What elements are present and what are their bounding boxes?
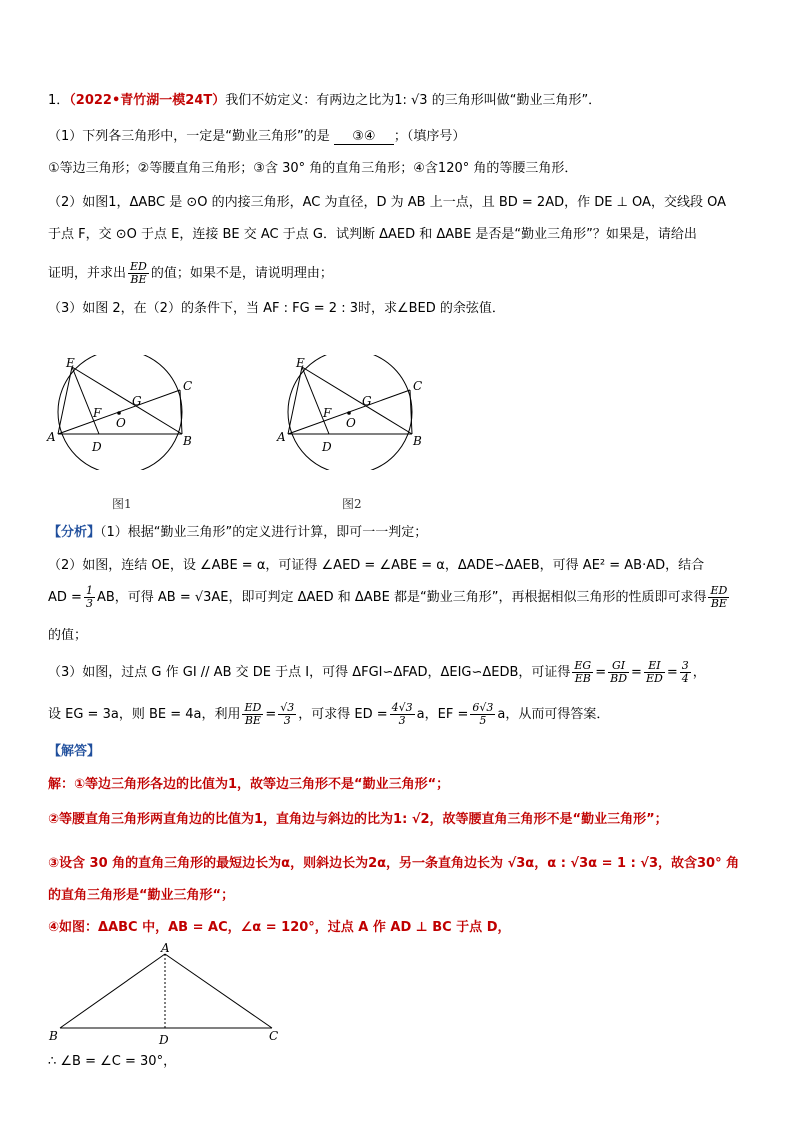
text: a，EF =	[416, 707, 469, 722]
label-g: G	[362, 394, 372, 408]
ed-over-be-fraction	[242, 702, 263, 727]
label-e: E	[296, 356, 305, 370]
three-quarters-fraction	[680, 660, 691, 685]
fraction-denominator: 3	[398, 714, 406, 727]
label-o: O	[346, 416, 356, 430]
analysis-tag: 【分析】	[48, 525, 101, 540]
fraction-denominator: BE	[710, 597, 727, 610]
fraction-denominator: 3	[85, 597, 93, 610]
solution-step-3-line1: ③设含 30 角的直角三角形的最短边长为α，则斜边长为2α，另一条直角边长为 √3α，α : √3α = 1 : √3，故含30° 角	[48, 856, 740, 871]
center-point	[117, 411, 121, 415]
text: ，可求得 ED =	[298, 707, 388, 722]
label-a: A	[47, 430, 56, 444]
figure-1-caption: 图1	[112, 497, 132, 511]
fraction-numerator: EI	[644, 660, 665, 673]
part2-line-2: 于点 F，交 ⊙O 于点 E，连接 BE 交 AC 于点 G．试判断 ΔAED 和 ΔABE 是否是“勤业三角形”？如果是，请给出	[48, 227, 697, 242]
segment-ac	[165, 954, 272, 1028]
fraction-denominator: BE	[130, 273, 147, 286]
question-number: 1．	[48, 93, 70, 108]
label-b: B	[413, 434, 422, 448]
fraction-denominator: EB	[574, 672, 591, 685]
fraction-denominator: 3	[283, 714, 291, 727]
ed-value-fraction	[390, 702, 415, 727]
part3-line: （3）如图 2，在（2）的条件下，当 AF : FG = 2 : 3时，求∠BED 的余弦值．	[48, 301, 505, 316]
fraction-numerator: 4√3	[391, 701, 413, 714]
segment-ea	[58, 367, 72, 434]
solution-step-4: ④如图：ΔABC 中，AB = AC，∠α = 120°，过点 A 作 AD ⊥ BC 于点 D，	[48, 920, 511, 935]
figure-2-diagram	[270, 355, 430, 470]
part1-line	[48, 128, 465, 146]
fraction-numerator: 1	[85, 584, 93, 597]
fraction-numerator: ED	[244, 701, 262, 714]
label-g: G	[132, 394, 142, 408]
question-source: （2022•青竹湖一模24T）	[69, 93, 226, 108]
label-b: B	[49, 1029, 58, 1043]
label-d: D	[159, 1033, 169, 1047]
fraction-denominator: 4	[681, 672, 689, 685]
analysis-part2-line2	[48, 581, 731, 615]
part2-line3-suffix: 的值；如果不是，请说明理由；	[150, 266, 333, 281]
segment-ea	[288, 367, 302, 434]
part2-line3-prefix: 证明，并求出	[48, 266, 127, 281]
question-line-1	[48, 92, 601, 110]
label-c: C	[269, 1029, 279, 1043]
part1-options: ①等边三角形；②等腰直角三角形；③含 30° 角的直角三角形；④含120° 角的等腰三角形．	[48, 161, 578, 176]
part1-answer: ③④	[334, 130, 394, 145]
fraction-denominator: BD	[610, 672, 628, 685]
figure-2-caption: 图2	[342, 497, 362, 511]
center-point	[347, 411, 351, 415]
fraction-denominator: ED	[645, 672, 663, 685]
analysis-part3-line2: 设 EG = 3a，则 BE = 4a，利用 $\frac{ED}{BE}$ = $\frac{√3}{3}$ ，可求得 ED = $\frac{4√3}{3}$ a，EF = $\frac{6√3}{5}$ a，从而可得答案．	[48, 701, 610, 727]
fraction-numerator: 6√3	[472, 701, 494, 714]
label-b: B	[183, 434, 192, 448]
ed-over-be-fraction	[708, 585, 729, 610]
text: AD =	[48, 590, 82, 605]
fraction-numerator: ED	[130, 260, 147, 273]
analysis-part1: （1）根据“勤业三角形”的定义进行计算，即可一一判定；	[100, 525, 428, 540]
solution-tag: 【解答】	[48, 744, 101, 759]
label-d: D	[322, 440, 332, 454]
fraction-numerator: ED	[710, 584, 728, 597]
part2-line-1: （2）如图1，ΔABC 是 ⊙O 的内接三角形，AC 为直径，D 为 AB 上一点，且 BD = 2AD，作 DE ⊥ OA，交线段 OA	[48, 195, 726, 210]
ed-over-be-fraction	[128, 261, 149, 286]
figure-1-diagram	[40, 355, 200, 470]
text: AB，可得 AB = √3AE，即可判定 ΔAED 和 ΔABE 都是“勤业三角形”，再根据相似三角形的性质即可求得	[96, 590, 707, 605]
segment-eb	[72, 367, 182, 434]
fraction-denominator: BE	[244, 714, 261, 727]
label-e: E	[66, 356, 75, 370]
label-c: C	[183, 379, 193, 393]
root3-over-3-fraction	[278, 702, 296, 727]
fraction-denominator: 5	[479, 714, 487, 727]
label-a: A	[161, 941, 170, 955]
label-o: O	[116, 416, 126, 430]
analysis-part2-line1: （2）如图，连结 OE，设 ∠ABE = α，可证得 ∠AED = ∠ABE = α，ΔADE∽ΔAEB，可得 AE² = AB·AD，结合	[48, 558, 705, 573]
fraction-numerator: GI	[608, 660, 629, 673]
part1-prompt: （1）下列各三角形中，一定是“勤业三角形”的是	[48, 129, 330, 144]
ef-value-fraction	[470, 702, 495, 727]
solution-step-1: 解：①等边三角形各边的比值为1，故等边三角形不是“勤业三角形“；	[48, 777, 450, 792]
question-intro: 我们不妨定义：有两边之比为1: √3 的三角形叫做“勤业三角形”．	[225, 93, 602, 108]
analysis-part2-line3: 的值；	[48, 628, 88, 643]
label-d: D	[92, 440, 102, 454]
segment-ab	[60, 954, 165, 1028]
segment-eb	[302, 367, 412, 434]
analysis-part3-line1: （3）如图，过点 G 作 GI // AB 交 DE 于点 I，可得 ΔFGI∽ΔFAD，ΔEIG∽ΔEDB，可证得 $\frac{EG}{EB}$ = $\frac{GI}{BD}$ = $\frac{EI}{ED}$ = $\frac{3}{4}$ ，	[48, 659, 706, 685]
solution-conclusion: ∴ ∠B = ∠C = 30°，	[48, 1054, 177, 1069]
text: 设 EG = 3a，则 BE = 4a，利用	[48, 707, 241, 722]
isosceles-triangle-diagram	[45, 940, 295, 1050]
analysis-line-1	[48, 524, 427, 542]
one-third-fraction	[84, 585, 95, 610]
fraction-numerator: √3	[280, 701, 295, 714]
fraction-numerator: EG	[574, 659, 592, 672]
label-f: F	[323, 406, 332, 420]
solution-step-3-line2: 的直角三角形是“勤业三角形“；	[48, 888, 235, 903]
gi-over-bd-fraction	[608, 660, 629, 685]
label-a: A	[277, 430, 286, 444]
text: a，从而可得答案．	[497, 707, 610, 722]
text: （3）如图，过点 G 作 GI // AB 交 DE 于点 I，可得 ΔFGI∽ΔFAD，ΔEIG∽ΔEDB，可证得	[48, 665, 571, 680]
eg-over-eb-fraction	[572, 660, 593, 685]
fraction-numerator: 3	[681, 659, 689, 672]
label-f: F	[93, 406, 102, 420]
solution-step-2: ②等腰直角三角形两直角边的比值为1，直角边与斜边的比为1: √2，故等腰直角三角形不是“勤业三角形”；	[48, 812, 668, 827]
part1-suffix: ；（填序号）	[393, 129, 466, 144]
part2-line-3	[48, 258, 333, 290]
ei-over-ed-fraction	[644, 660, 665, 685]
label-c: C	[413, 379, 423, 393]
